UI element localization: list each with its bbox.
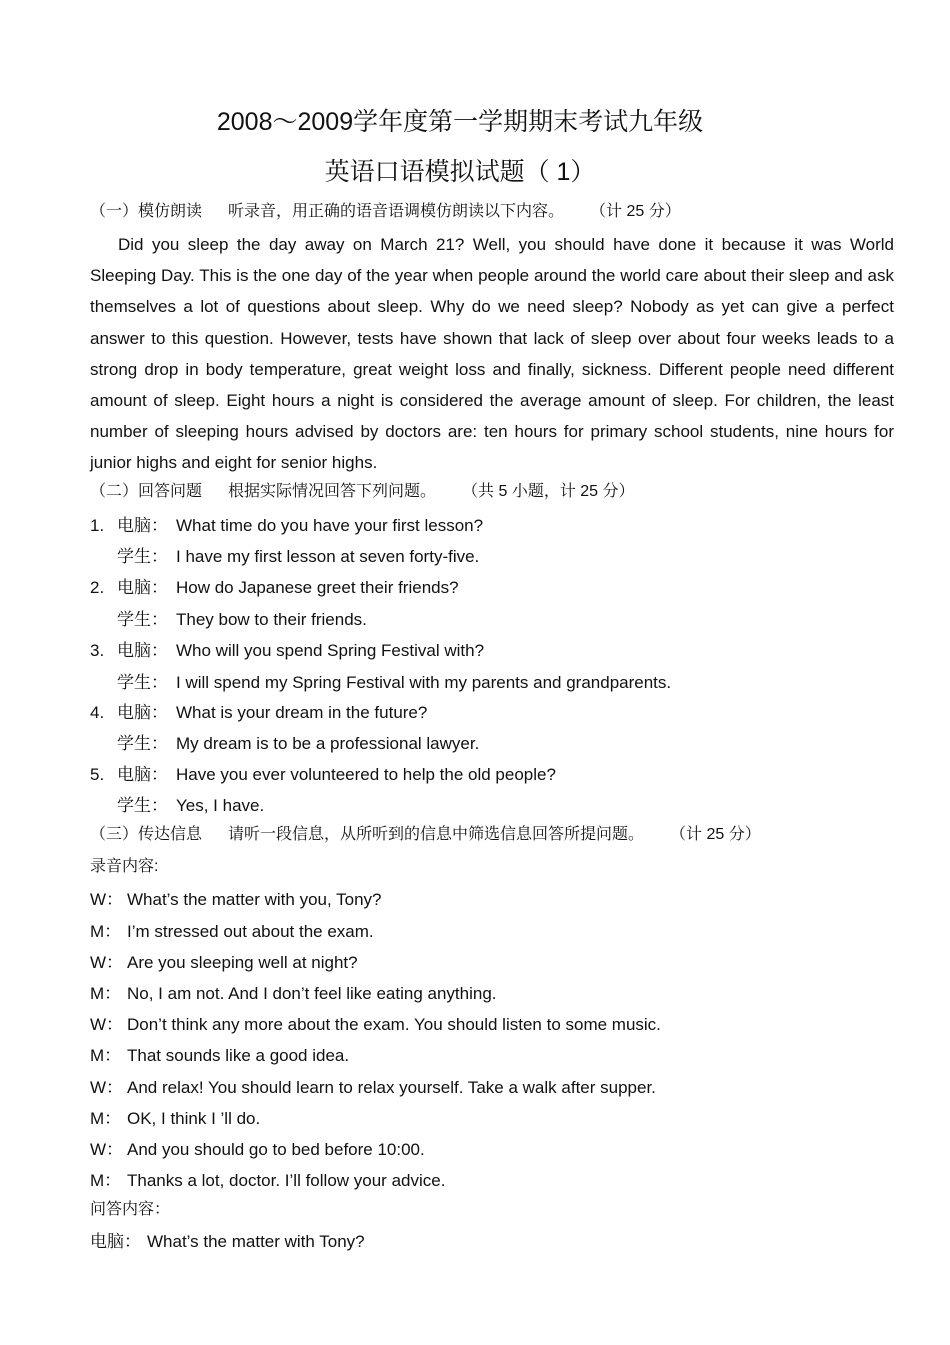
recording-label: 录音内容:: [90, 858, 159, 875]
student-label: 学生：: [117, 673, 168, 692]
dialogue-text: That sounds like a good idea.: [127, 1046, 350, 1065]
section-1-label: （一）模仿朗读: [90, 203, 203, 220]
computer-label: 电脑：: [117, 641, 168, 660]
answer-text: Yes, I have.: [176, 796, 265, 815]
question-row: 3. 电脑： Who will you spend Spring Festival with?: [90, 636, 484, 661]
section-1-instruction: 听录音，用正确的语音语调模仿朗读以下内容。: [228, 203, 565, 220]
dialogue-line: [90, 1104, 260, 1129]
section-3-score: （计 25 分）: [670, 826, 761, 843]
answer-row: [90, 668, 671, 693]
question-text: What is your dream in the future?: [176, 703, 428, 722]
reading-passage: Did you sleep the day away on March 21? Well, you should have done it because it was World Sleeping Day. This is the one day of the year when people around the world care about their sleep and ask themselves a lot of questions about sleep. Why do we need sleep? Nobody as yet can give a perfect answer to this question. However, tests have shown that lack of sleep over about four weeks leads to a strong drop in body temperature, great weight loss and finally, sickness. Different people need different amount of sleep. Eight hours a night is considered the average amount of sleep. For children, the least number of sleeping hours advised by doctors are: ten hours for primary school students, nine hours for junior highs and eight for senior highs.: [90, 235, 894, 473]
section-3-label: （三）传达信息: [90, 826, 203, 843]
dialogue-line: [90, 1010, 661, 1035]
speaker-label: M：: [90, 1046, 122, 1065]
speaker-label: M：: [90, 1109, 122, 1128]
dialogue-line: [90, 885, 382, 910]
student-label: 学生：: [117, 734, 168, 753]
section-2-label: （二）回答问题: [90, 483, 203, 500]
dialogue-text: I’m stressed out about the exam.: [127, 922, 374, 941]
answer-text: I have my first lesson at seven forty-five.: [176, 547, 480, 566]
speaker-label: W：: [90, 953, 124, 972]
dialogue-text: What’s the matter with you, Tony?: [127, 890, 382, 909]
qa-label: 问答内容：: [90, 1201, 171, 1218]
computer-label: 电脑：: [117, 703, 168, 722]
dialogue-line: [90, 1135, 425, 1160]
student-label: 学生：: [117, 796, 168, 815]
speaker-label: M：: [90, 922, 122, 941]
question-text: What time do you have your first lesson?: [176, 516, 484, 535]
dialogue-line: [90, 1073, 656, 1098]
dialogue-line: [90, 917, 374, 942]
question-row: 5. 电脑： Have you ever volunteered to help the old people?: [90, 760, 556, 785]
page-subtitle: 英语口语模拟试题（ 1）: [324, 158, 596, 186]
section-2-score: （共 5 小题，计 25 分）: [462, 483, 635, 500]
dialogue-text: And you should go to bed before 10:00.: [127, 1140, 425, 1159]
question-text: How do Japanese greet their friends?: [176, 578, 459, 597]
answer-text: They bow to their friends.: [176, 610, 367, 629]
question-row: 1. 电脑： What time do you have your first lesson?: [90, 511, 483, 536]
question-row: 2. 电脑： How do Japanese greet their friends?: [90, 573, 459, 598]
speaker-label: M：: [90, 984, 122, 1003]
dialogue-text: OK, I think I ’ll do.: [127, 1109, 261, 1128]
speaker-label: W：: [90, 890, 124, 909]
section-3-instruction: 请听一段信息，从所听到的信息中筛选信息回答所提问题。: [228, 826, 645, 843]
page-title: 2008～2009学年度第一学期期末考试九年级: [216, 108, 704, 136]
dialogue-text: Thanks a lot, doctor. I’ll follow your advice.: [127, 1171, 446, 1190]
speaker-label: M：: [90, 1171, 122, 1190]
computer-label: 电脑：: [117, 578, 168, 597]
speaker-label: W：: [90, 1140, 124, 1159]
answer-text: My dream is to be a professional lawyer.: [176, 734, 480, 753]
section-2-header: [90, 478, 635, 501]
computer-label: 电脑：: [117, 765, 168, 784]
answer-row: [90, 605, 367, 630]
question-row: 4. 电脑： What is your dream in the future?: [90, 698, 427, 723]
computer-label: 电脑：: [117, 516, 168, 535]
student-label: 学生：: [117, 610, 168, 629]
answer-row: [90, 791, 264, 816]
answer-row: [90, 729, 479, 754]
section-1-header: [90, 198, 681, 221]
section-1-score: （计 25 分）: [590, 203, 681, 220]
question-text: Have you ever volunteered to help the old people?: [176, 765, 556, 784]
final-question-row: [90, 1227, 365, 1252]
answer-row: [90, 542, 479, 567]
section-3-header: [90, 821, 761, 844]
student-label: 学生：: [117, 547, 168, 566]
dialogue-line: [90, 1166, 445, 1191]
answer-text: I will spend my Spring Festival with my parents and grandparents.: [176, 673, 672, 692]
question-text: Who will you spend Spring Festival with?: [176, 641, 485, 660]
dialogue-text: Don’t think any more about the exam. You should listen to some music.: [127, 1015, 661, 1034]
dialogue-text: Are you sleeping well at night?: [127, 953, 358, 972]
section-2-instruction: 根据实际情况回答下列问题。: [228, 483, 437, 500]
dialogue-text: And relax! You should learn to relax yourself. Take a walk after supper.: [127, 1078, 656, 1097]
dialogue-line: [90, 1041, 349, 1066]
dialogue-line: [90, 948, 358, 973]
speaker-label: W：: [90, 1078, 124, 1097]
final-question-text: What’s the matter with Tony?: [147, 1232, 365, 1251]
dialogue-line: [90, 979, 497, 1004]
dialogue-text: No, I am not. And I don’t feel like eating anything.: [127, 984, 497, 1003]
computer-label: 电脑：: [90, 1232, 141, 1251]
speaker-label: W：: [90, 1015, 124, 1034]
